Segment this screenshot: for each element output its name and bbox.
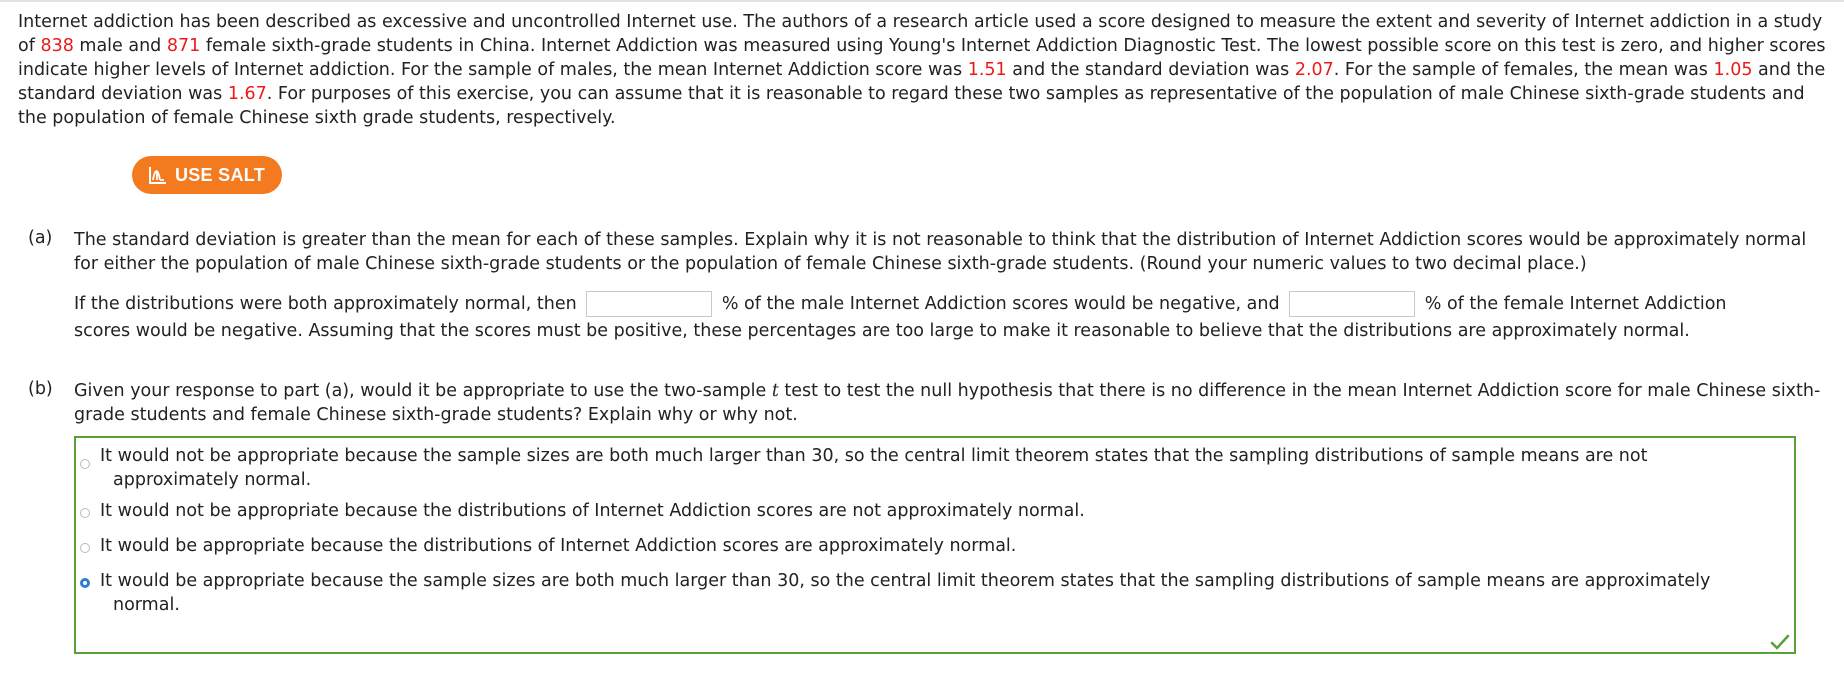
male-sample-size: 838	[40, 36, 74, 56]
male-mean: 1.51	[967, 60, 1007, 80]
choice-3-text: It would be appropriate because the distributions of Internet Addiction scores are approximately normal.	[100, 536, 1017, 556]
part-a-question: The standard deviation is greater than the mean for each of these samples. Explain why it is not reasonable to think that the distribution of Internet Addiction scores would be approximately normal for either the population of male Chinese sixth-grade students or the population of female Chinese sixth-grade students. (Round your numeric values to two decimal place.)	[74, 230, 1807, 274]
female-sample-size: 871	[166, 36, 201, 56]
female-mean: 1.05	[1713, 60, 1753, 80]
female-sd: 1.67	[227, 84, 267, 104]
answer-choices-box	[74, 436, 1796, 654]
radio-choice-4[interactable]	[80, 578, 90, 588]
part-a-answer-line-2: scores would be negative. Assuming that the scores must be positive, these percentages are too large to make it reasonable to believe that the distributions are approximately normal.	[74, 321, 1690, 341]
problem-statement: Internet addiction has been described as excessive and uncontrolled Internet use. The authors of a research article used a score designed to measure the extent and severity of Internet addiction in a study of 838 male and 871 female sixth-grade students in China. Internet Addiction was measured using Young's Internet Addiction Diagnostic Test. The lowest possible score on this test is zero, and higher scores indicate higher levels of Internet addiction. For the sample of males, the mean Internet Addiction score was 1.51 and the standard deviation was 2.07. For the sample of females, the mean was 1.05 and the standard deviation was 1.67. For purposes of this exercise, you can assume that it is reasonable to regard these two samples as representative of the population of male Chinese sixth-grade students and the population of female Chinese sixth grade students, respectively.	[18, 12, 1826, 128]
radio-choice-2[interactable]	[80, 508, 90, 518]
choice-1-text: It would not be appropriate because the sample sizes are both much larger than 30, so the central limit theorem states that the sampling distributions of sample means are not approximately normal.	[100, 446, 1648, 490]
female-percent-input[interactable]	[1289, 291, 1415, 317]
male-sd: 2.07	[1294, 60, 1334, 80]
salt-chart-icon	[149, 166, 167, 184]
part-a-answer-line-1: If the distributions were both approximately normal, then % of the male Internet Addiction scores would be negative, and % of the female Internet Addiction	[74, 291, 1834, 317]
use-salt-label: USE SALT	[174, 164, 266, 185]
male-percent-input[interactable]	[586, 291, 712, 317]
choice-2-text: It would not be appropriate because the distributions of Internet Addiction scores are not approximately normal.	[100, 501, 1085, 521]
radio-choice-1[interactable]	[80, 459, 90, 469]
use-salt-button[interactable]	[132, 156, 282, 194]
part-b-label: (b)	[28, 379, 53, 399]
radio-choice-3[interactable]	[80, 543, 90, 553]
choice-4-text: It would be appropriate because the sample sizes are both much larger than 30, so the central limit theorem states that the sampling distributions of sample means are approximately normal.	[100, 571, 1711, 615]
part-b-question: Given your response to part (a), would it be appropriate to use the two-sample t test to test the null hypothesis that there is no difference in the mean Internet Addiction score for male Chinese sixth-grade students and female Chinese sixth-grade students? Explain why or why not.	[74, 381, 1821, 425]
top-divider	[0, 0, 1844, 2]
checkmark-icon	[1770, 634, 1790, 650]
part-a-label: (a)	[28, 228, 53, 248]
